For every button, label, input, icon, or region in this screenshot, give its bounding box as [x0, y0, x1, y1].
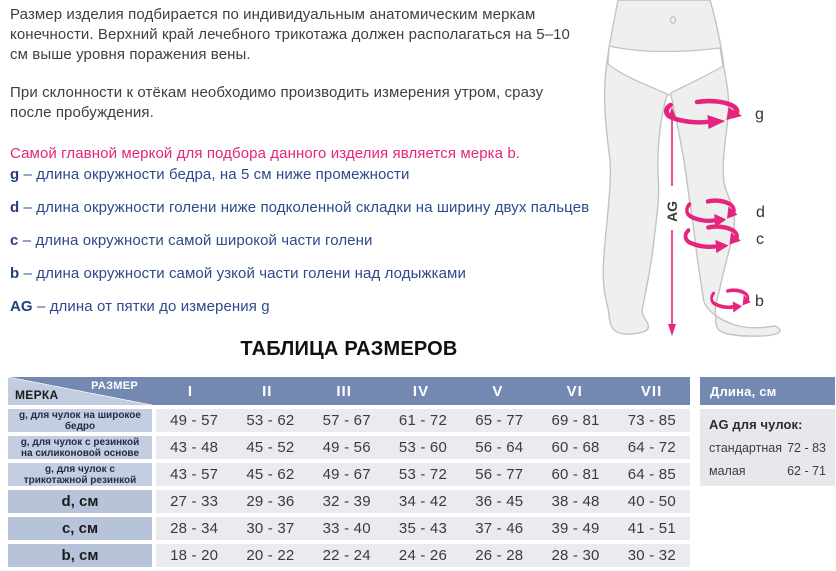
column-header-3: III: [336, 382, 352, 400]
table-cell: 36 - 45: [475, 493, 524, 510]
row-label-line: на силиконовой основе: [20, 447, 140, 459]
table-cell: 53 - 72: [398, 466, 448, 483]
column-headers: [152, 377, 690, 405]
table-cell: 26 - 28: [475, 547, 524, 564]
intro-paragraph-1: Размер изделия подбирается по индивидуальным анатомическим меркам конечности. Верхний край лечебного трикотажа должен располагаться на 5–10 см выше уровня поражения вены.: [10, 6, 570, 63]
table-cell: 20 - 22: [246, 547, 295, 564]
table-cell: 18 - 20: [170, 547, 219, 564]
length-panel: [700, 377, 835, 486]
main-measure-note: Самой главной меркой для подбора данного изделия является мерка b.: [10, 145, 521, 162]
table-cell: 53 - 62: [246, 412, 295, 429]
definition-c: [10, 231, 650, 251]
table-cell: 43 - 48: [170, 439, 219, 456]
column-header-5: V: [492, 382, 504, 400]
row-label-line: трикотажной резинкой: [23, 474, 137, 486]
ag-arrowhead-bottom: [668, 324, 676, 336]
length-panel-header: Длина, см: [700, 377, 835, 405]
definition-text: – длина от пятки до измерения g: [36, 298, 270, 315]
table-cell: 43 - 57: [170, 466, 219, 483]
table-cell: 34 - 42: [398, 493, 448, 510]
table-cell: 40 - 50: [627, 493, 676, 510]
table-cell: 56 - 64: [475, 439, 524, 456]
row-label: [8, 517, 152, 540]
length-panel-subtitle: AG для чулок:: [709, 417, 803, 432]
table-cell: 28 - 34: [170, 520, 219, 537]
row-label: [8, 409, 152, 432]
table-row-g-silicone: [8, 436, 690, 459]
definition-key: c: [10, 232, 19, 249]
table-row-g-knit: [8, 463, 690, 486]
table-cell: 64 - 72: [627, 439, 676, 456]
table-cell: 29 - 36: [246, 493, 295, 510]
table-row-c: [8, 517, 690, 540]
table-cell: 69 - 81: [551, 412, 600, 429]
column-header-4: IV: [412, 382, 430, 400]
row-label-line: g, для чулок с: [45, 463, 115, 475]
row-label: [8, 436, 152, 459]
table-cell: 61 - 72: [398, 412, 448, 429]
table-row-b: [8, 544, 690, 567]
row-label-line: g, для чулок с резинкой: [20, 436, 140, 448]
row-label-line: b, см: [61, 547, 99, 564]
column-header-1: I: [187, 382, 194, 400]
table-cell: 49 - 57: [170, 412, 219, 429]
definition-g: [10, 165, 650, 185]
table-cell: 38 - 48: [551, 493, 600, 510]
table-cell: 64 - 85: [627, 466, 676, 483]
column-header-7: VII: [640, 382, 663, 400]
table-cell: 33 - 40: [322, 520, 371, 537]
c-label: c: [756, 231, 764, 248]
size-table: [8, 377, 690, 571]
definition-text: – длина окружности самой узкой части голени над лодыжками: [23, 265, 466, 282]
definition-text: – длина окружности бедра, на 5 см ниже промежности: [23, 166, 410, 183]
length-row-value: 72 - 83: [787, 441, 826, 455]
size-table-header-row: [8, 377, 690, 405]
length-row-standard: [709, 441, 826, 455]
table-cell: 27 - 33: [170, 493, 219, 510]
column-header-2: II: [262, 382, 273, 400]
row-label-line: g, для чулок на широкое: [19, 409, 141, 421]
table-cell: 32 - 39: [322, 493, 371, 510]
table-cell: 60 - 81: [551, 466, 600, 483]
length-row-small: [709, 464, 826, 478]
intro-paragraph-2: При склонности к отёкам необходимо производить измерения утром, сразу после пробуждения.: [10, 84, 544, 121]
size-table-title: ТАБЛИЦА РАЗМЕРОВ: [240, 338, 458, 360]
table-cell: 60 - 68: [551, 439, 600, 456]
length-row-value: 62 - 71: [787, 464, 826, 478]
corner-size-label: РАЗМЕР: [91, 380, 138, 392]
table-row-d: [8, 490, 690, 513]
table-cell: 45 - 52: [246, 439, 295, 456]
definition-b: [10, 264, 650, 284]
measurement-definitions: [10, 165, 650, 330]
d-label: d: [756, 204, 765, 221]
table-cell: 49 - 56: [322, 439, 371, 456]
length-row-label: малая: [709, 464, 746, 478]
table-cell: 22 - 24: [322, 547, 371, 564]
table-cell: 30 - 32: [627, 547, 676, 564]
row-label-line: c, см: [61, 520, 99, 537]
table-cell: 57 - 67: [322, 412, 371, 429]
row-label-line: бедро: [64, 420, 96, 432]
definition-key: d: [10, 199, 20, 216]
table-cell: 35 - 43: [398, 520, 448, 537]
table-cell: 39 - 49: [551, 520, 600, 537]
definition-d: [10, 198, 650, 218]
length-panel-body: [700, 409, 835, 486]
table-cell: 73 - 85: [627, 412, 676, 429]
definition-key: b: [10, 265, 20, 282]
definition-text: – длина окружности голени ниже подколенной складки на ширину двух пальцев: [23, 199, 590, 216]
table-cell: 24 - 26: [398, 547, 448, 564]
b-label: b: [755, 293, 764, 310]
table-cell: 49 - 67: [322, 466, 371, 483]
table-cell: 30 - 37: [246, 520, 295, 537]
table-cell: 28 - 30: [551, 547, 600, 564]
intro-text-block: [10, 5, 610, 164]
table-cell: 65 - 77: [475, 412, 524, 429]
row-label: [8, 490, 152, 513]
definition-ag: [10, 297, 650, 317]
row-label: [8, 463, 152, 486]
ag-label: AG: [664, 201, 680, 222]
corner-measure-label: МЕРКА: [15, 388, 59, 402]
table-cell: 41 - 51: [627, 520, 676, 537]
table-cell: 53 - 60: [398, 439, 448, 456]
table-row-g-wide-hip: [8, 409, 690, 432]
row-label-line: d, см: [61, 493, 99, 510]
table-cell: 45 - 62: [246, 466, 295, 483]
corner-header-cell: [8, 377, 152, 405]
column-header-6: VI: [566, 382, 583, 400]
length-row-label: стандартная: [709, 441, 782, 455]
table-cell: 37 - 46: [475, 520, 524, 537]
definition-text: – длина окружности самой широкой части голени: [22, 232, 373, 249]
definition-key: g: [10, 166, 20, 183]
table-cell: 56 - 77: [475, 466, 524, 483]
row-label: [8, 544, 152, 567]
definition-key: AG: [10, 298, 33, 315]
g-label: g: [755, 106, 764, 123]
